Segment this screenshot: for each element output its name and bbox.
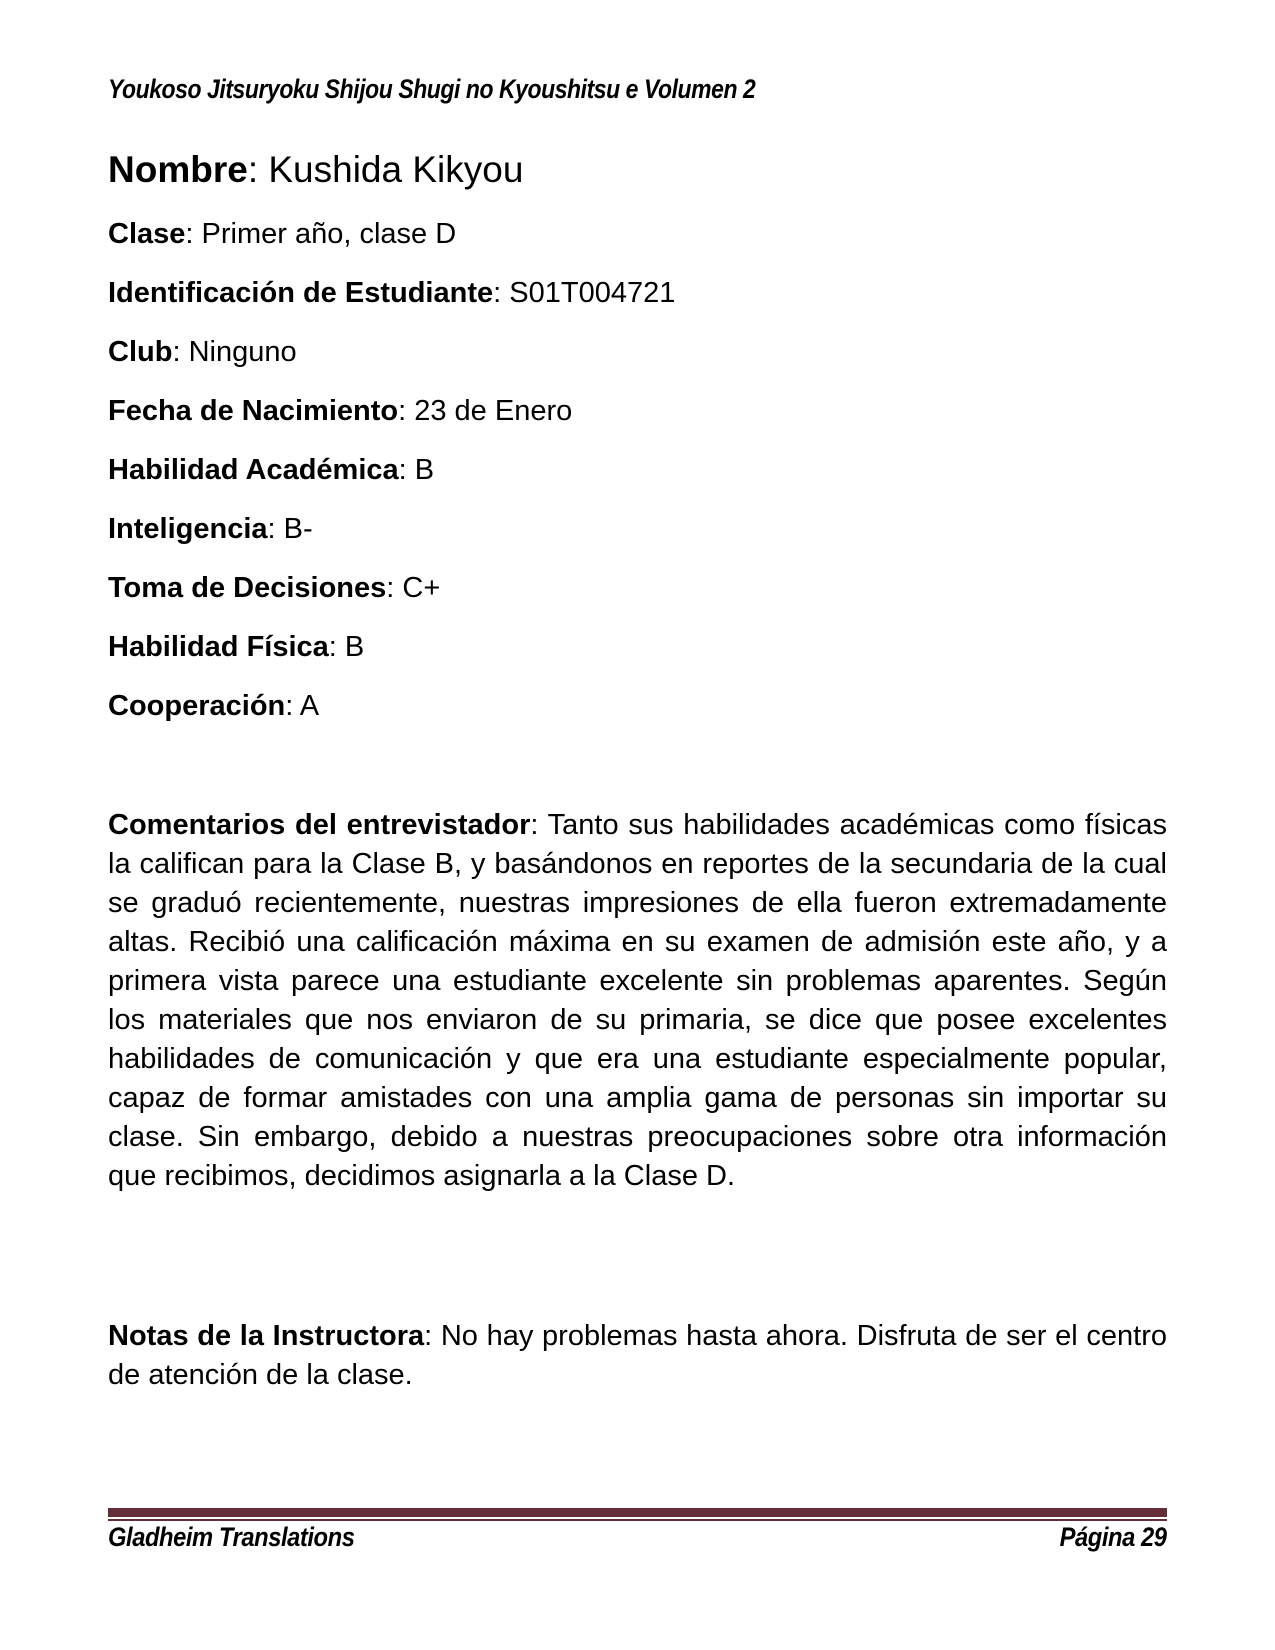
field-label: Cooperación <box>108 690 286 722</box>
field-value: B <box>414 454 435 486</box>
field-value: Primer año, clase D <box>201 218 457 250</box>
instructor-notes-paragraph <box>108 1317 1167 1395</box>
field-separator: : <box>185 218 202 250</box>
field-row-clase <box>108 215 1167 254</box>
field-value: B <box>344 631 365 663</box>
field-row-inteligencia <box>108 510 1167 549</box>
field-label: Toma de Decisiones <box>108 572 387 604</box>
footer-page-number: Página 29 <box>1060 1522 1167 1552</box>
field-row-habilidad-fisica <box>108 628 1167 667</box>
field-separator: : <box>386 572 403 604</box>
field-value: C+ <box>402 572 441 604</box>
notes-separator: : <box>424 1320 441 1352</box>
field-row-cooperacion <box>108 687 1167 726</box>
field-label: Club <box>108 336 173 368</box>
name-value: Kushida Kikyou <box>268 149 524 190</box>
field-value: Ninguno <box>188 336 297 368</box>
field-label: Fecha de Nacimiento <box>108 395 399 427</box>
footer-rule-thin <box>108 1519 1167 1521</box>
field-label: Clase <box>108 218 186 250</box>
footer-translator-credit: Gladheim Translations <box>108 1522 355 1552</box>
name-separator: : <box>247 149 269 190</box>
notes-text: No hay problemas hasta ahora. Disfruta de ser el centro de atención de la clase. <box>108 1320 1167 1391</box>
field-separator: : <box>493 277 510 309</box>
page-footer <box>108 1522 1167 1553</box>
field-separator: : <box>398 454 415 486</box>
field-label: Inteligencia <box>108 513 268 545</box>
field-row-fecha-nacimiento <box>108 392 1167 431</box>
field-row-club <box>108 333 1167 372</box>
interviewer-comments-paragraph <box>108 806 1167 1196</box>
field-label: Habilidad Física <box>108 631 329 663</box>
notes-label: Notas de la Instructora <box>108 1320 425 1352</box>
comments-label: Comentarios del entrevistador <box>108 809 531 841</box>
name-label: Nombre <box>108 149 248 190</box>
field-value: 23 de Enero <box>414 395 573 427</box>
field-value: S01T004721 <box>509 277 676 309</box>
field-row-identificacion <box>108 274 1167 313</box>
page-header-title: Youkoso Jitsuryoku Shijou Shugi no Kyoushitsu e Volumen 2 <box>108 74 756 104</box>
field-separator: : <box>328 631 345 663</box>
field-separator: : <box>398 395 415 427</box>
field-row-toma-decisiones <box>108 569 1167 608</box>
profile-fields <box>108 215 1167 746</box>
field-separator: : <box>285 690 300 722</box>
field-separator: : <box>172 336 189 368</box>
footer-rule-thick <box>108 1508 1167 1517</box>
field-value: A <box>299 690 320 722</box>
comments-text: Tanto sus habilidades académicas como físicas la califican para la Clase B, y basándonos en reportes de la secundaria de la cual se graduó recientemente, nuestras impresiones de ella fueron extremadamente altas. Recibió una calificación máxima en su examen de admisión este año, y a primera vista parece una estudiante excelente sin problemas aparentes. Según los materiales que nos enviaron de su primaria, se dice que posee excelentes habilidades de comunicación y que era una estudiante especialmente popular, capaz de formar amistades con una amplia gama de personas sin importar su clase. Sin embargo, debido a nuestras preocupaciones sobre otra información que recibimos, decidimos asignarla a la Clase D. <box>108 809 1167 1192</box>
field-separator: : <box>267 513 284 545</box>
comments-separator: : <box>530 809 548 841</box>
field-row-habilidad-academica <box>108 451 1167 490</box>
field-value: B- <box>283 513 313 545</box>
field-label: Identificación de Estudiante <box>108 277 494 309</box>
student-name-heading <box>108 146 1167 194</box>
field-label: Habilidad Académica <box>108 454 399 486</box>
